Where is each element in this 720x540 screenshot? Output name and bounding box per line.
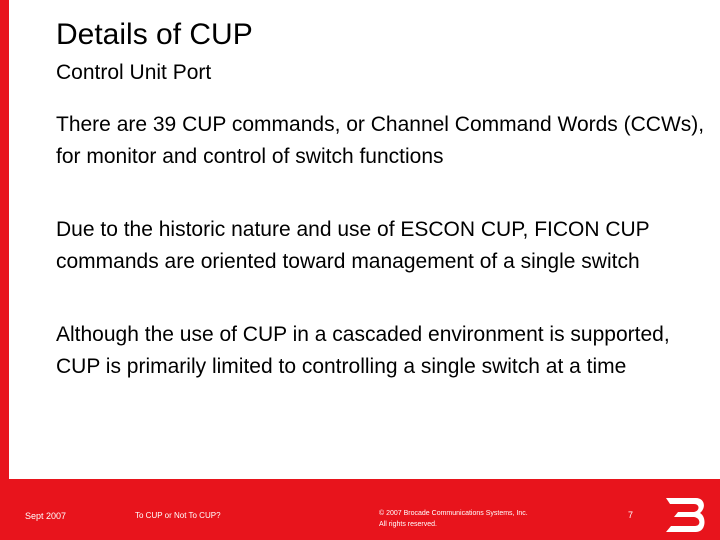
page-number: 7 [628, 510, 634, 520]
brocade-logo-icon [660, 495, 708, 535]
copyright-line: © 2007 Brocade Communications Systems, Inc. [379, 510, 528, 517]
bullet-list [40, 109, 705, 424]
footer-presentation-title: To CUP or Not To CUP? [135, 511, 221, 520]
slide-title: Details of CUP [56, 18, 253, 51]
footer-date: Sept 2007 [25, 511, 67, 521]
bullet-text: Although the use of CUP in a cascaded environment is supported, CUP is primarily limited to controlling a single switch at a time [56, 323, 670, 378]
footer-copyright [379, 508, 528, 530]
left-accent-bar [0, 0, 9, 540]
bullet-item [40, 214, 705, 278]
bullet-item [40, 319, 705, 383]
bullet-text: Due to the historic nature and use of ESCON CUP, FICON CUP commands are oriented toward management of a single switch [56, 218, 650, 273]
slide-subtitle: Control Unit Port [56, 61, 212, 84]
rights-line: All rights reserved. [379, 521, 437, 528]
bullet-item [40, 109, 705, 173]
bullet-text: There are 39 CUP commands, or Channel Command Words (CCWs), for monitor and control of switch functions [56, 113, 705, 168]
footer-bar [0, 479, 720, 540]
